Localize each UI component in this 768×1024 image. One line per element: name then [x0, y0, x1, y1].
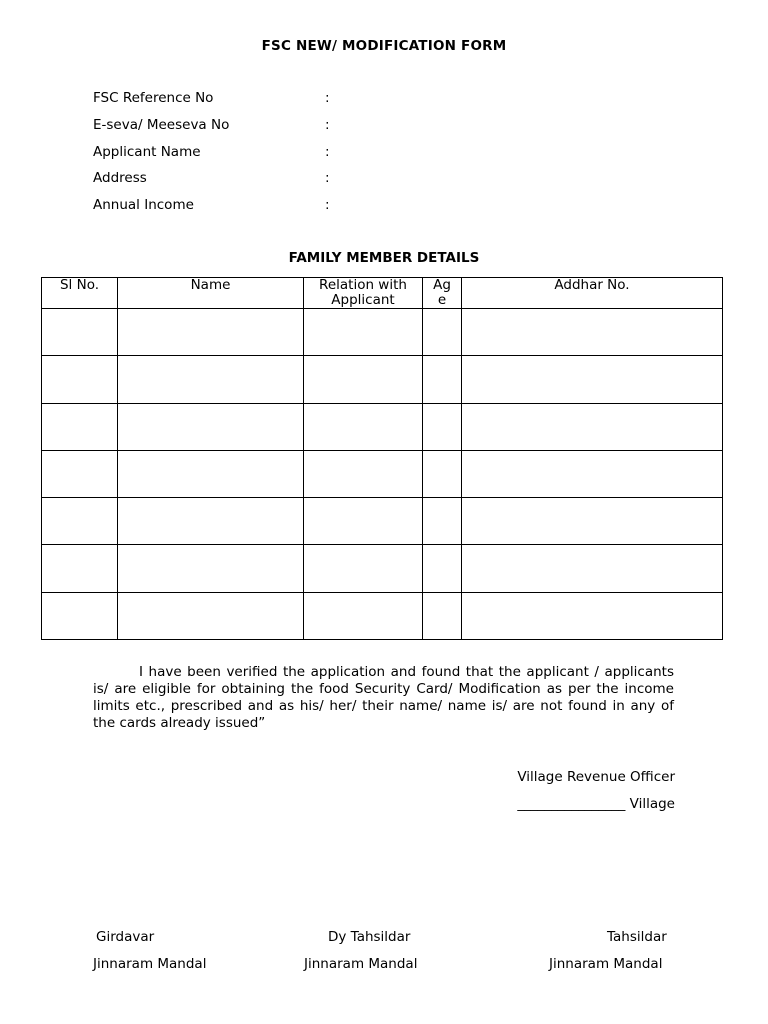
table-row: [42, 545, 723, 592]
table-row: [42, 498, 723, 545]
signatory-role-dy-tahsildar: Dy Tahsildar: [328, 929, 411, 945]
signatory-role-tahsildar: Tahsildar: [607, 929, 667, 945]
village-name-line: ________________ Village: [517, 796, 675, 812]
form-title: FSC NEW/ MODIFICATION FORM: [261, 38, 507, 54]
table-cell[interactable]: [304, 592, 423, 639]
table-cell[interactable]: [423, 309, 462, 356]
field-label: FSC Reference No: [93, 90, 214, 106]
field-label: Address: [93, 170, 147, 186]
table-cell[interactable]: [42, 309, 118, 356]
field-separator: :: [325, 197, 330, 213]
village-revenue-officer-title: Village Revenue Officer: [517, 769, 675, 785]
table-cell[interactable]: [462, 592, 723, 639]
table-cell[interactable]: [304, 309, 423, 356]
table-cell[interactable]: [118, 403, 304, 450]
field-separator: :: [325, 90, 330, 106]
family-section-title: FAMILY MEMBER DETAILS: [288, 250, 480, 266]
table-cell[interactable]: [118, 592, 304, 639]
header-line: Applicant: [331, 292, 395, 308]
table-cell[interactable]: [304, 498, 423, 545]
table-cell[interactable]: [42, 356, 118, 403]
header-line: Ag: [433, 277, 451, 293]
table-cell[interactable]: [42, 545, 118, 592]
field-label: E-seva/ Meeseva No: [93, 117, 230, 133]
table-row: [42, 309, 723, 356]
header-line: e: [437, 292, 447, 308]
family-member-table: [41, 277, 723, 640]
table-cell[interactable]: [118, 309, 304, 356]
signatory-role-girdavar: Girdavar: [96, 929, 155, 945]
table-cell[interactable]: [423, 592, 462, 639]
table-cell[interactable]: [462, 545, 723, 592]
table-cell[interactable]: [423, 498, 462, 545]
table-row: [42, 450, 723, 497]
table-cell[interactable]: [42, 498, 118, 545]
table-row: [42, 356, 723, 403]
field-label: Applicant Name: [93, 144, 201, 160]
table-cell[interactable]: [423, 403, 462, 450]
signatory-mandal-dy-tahsildar: Jinnaram Mandal: [304, 956, 418, 972]
signatory-mandal-girdavar: Jinnaram Mandal: [93, 956, 207, 972]
table-cell[interactable]: [304, 450, 423, 497]
table-cell[interactable]: [118, 450, 304, 497]
field-separator: :: [325, 170, 330, 186]
column-header-aadhar-no: Addhar No.: [462, 278, 723, 309]
field-separator: :: [325, 144, 330, 160]
field-separator: :: [325, 117, 330, 133]
table-row: [42, 403, 723, 450]
table-cell[interactable]: [42, 403, 118, 450]
table-cell[interactable]: [118, 545, 304, 592]
table-cell[interactable]: [304, 403, 423, 450]
table-cell[interactable]: [423, 356, 462, 403]
table-row: [42, 592, 723, 639]
table-cell[interactable]: [42, 592, 118, 639]
table-cell[interactable]: [423, 545, 462, 592]
table-cell[interactable]: [462, 309, 723, 356]
table-cell[interactable]: [462, 450, 723, 497]
table-cell[interactable]: [462, 403, 723, 450]
header-line: Relation with: [319, 277, 407, 293]
column-header-sl-no: Sl No.: [42, 278, 118, 309]
column-header-name: Name: [118, 278, 304, 309]
table-cell[interactable]: [42, 450, 118, 497]
signatory-mandal-tahsildar: Jinnaram Mandal: [549, 956, 663, 972]
verification-statement: I have been verified the application and found that the applicant / applicants is/ are eligible for obtaining the food Security Card/ Modification as per the income limits etc., prescribed and as his/ her/ their name/ name is/ are not found in any of the cards already issued”: [93, 664, 674, 731]
table-cell[interactable]: [118, 356, 304, 403]
table-cell[interactable]: [462, 498, 723, 545]
field-label: Annual Income: [93, 197, 194, 213]
table-cell[interactable]: [304, 356, 423, 403]
column-header-age: [423, 278, 462, 309]
table-cell[interactable]: [423, 450, 462, 497]
table-cell[interactable]: [462, 356, 723, 403]
table-cell[interactable]: [118, 498, 304, 545]
table-cell[interactable]: [304, 545, 423, 592]
table-header-row: [42, 278, 723, 309]
column-header-relation: [304, 278, 423, 309]
